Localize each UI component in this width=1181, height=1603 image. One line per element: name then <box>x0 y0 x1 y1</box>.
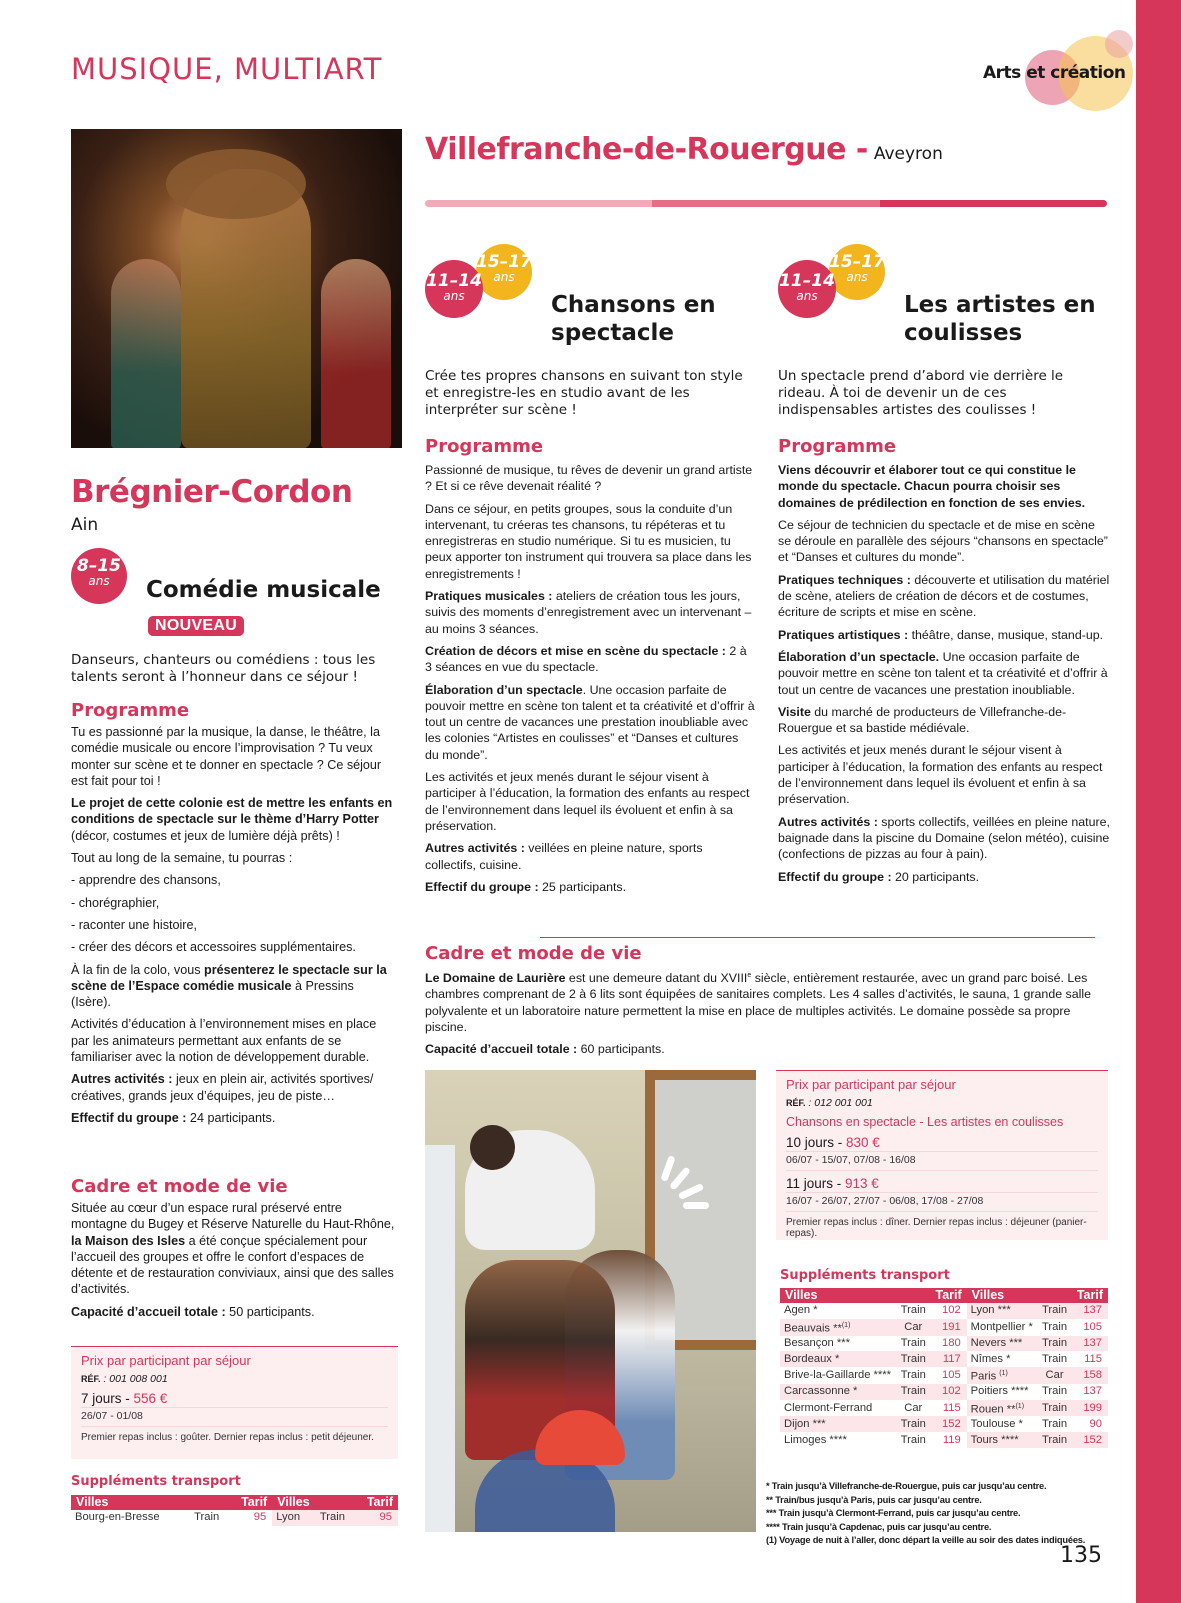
transport-tarif: 102 <box>930 1384 967 1400</box>
transport-table-bregnier: Villes Tarif Villes Tarif Bourg-en-Bresse Train 95 Lyon Train 95 <box>71 1495 398 1526</box>
age-badge-8-15: 8–15 ans <box>71 548 127 604</box>
transport-tarif: 90 <box>1089 1417 1102 1430</box>
category-badge <box>960 30 1136 120</box>
programme-text-chansons: Passionné de musique, tu rêves de devenir un grand artiste ? Et si ce rêve devenait réalité ? Dans ce séjour, en petits groupes, sous la conduite d’un intervenant, tu créeras tes chansons, tu répéteras et tu enregistreras en studio numérique. Si tu es musicien, tu peux apporter ton instrument qui trouvera sa place dans les enregistrements ! Pratiques musicales : ateliers de création tous les jours, suivis des moments d’enregistrement avec un intervenant – au moins 3 séances. Création de décors et mise en scène du spectacle : 2 à 3 séances en vue du spectacle. Élaboration d’un spectacle. Une occasion parfaite de pouvoir mettre en scène ton talent et ta créativité et d’offrir à tout un centre de vacances une prestation inoubliable avec les colonies “Artistes en coulisses” et “Danses et cultures du monde”. Les activités et jeux menés durant le séjour visent à participer à l’éducation, la formation des enfants au respect de l’environnement dans lequel ils évoluent et enfin à sa préservation. Autres activités : veillées en pleine nature, sports collectifs, cuisine. Effectif du groupe : 25 participants. <box>425 463 755 894</box>
transport-mode: Train <box>1038 1400 1072 1417</box>
table-row <box>780 1303 1108 1319</box>
transport-tarif: 115 <box>942 1401 961 1414</box>
side-color-bar <box>1136 0 1181 1603</box>
table-row <box>780 1351 1108 1367</box>
transport-mode: Car <box>904 1401 923 1414</box>
transport-city: Agen * <box>784 1304 818 1317</box>
transport-city: Besançon *** <box>784 1336 850 1349</box>
table-row <box>780 1336 1108 1352</box>
transport-tarif: 137 <box>1083 1385 1102 1398</box>
cadre-divider <box>540 937 1095 938</box>
cadre-text-villefranche: Le Domaine de Laurière est une demeure datant du XVIIIe siècle, entièrement restaurée, avec un grand parc boisé. Les chambres comprenant de 2 à 6 lits sont équipées de sanitaires complets. Les 4 salles d’activités, le sauna, 1 grande salle polyvalente et un laboratoire nature permettent la mise en place de multiples activités. Le domaine possède sa propre piscine. Capacité d’accueil totale : 60 participants. <box>425 971 1092 1057</box>
age-badge-15-17: 15–17 ans <box>476 244 532 300</box>
transport-mode: Train <box>897 1384 931 1400</box>
table-row: Bourg-en-Bresse Train 95 Lyon Train 95 <box>71 1510 398 1526</box>
transport-mode: Train <box>897 1351 931 1367</box>
transport-city: Nevers *** <box>967 1336 1038 1352</box>
lead-comedie: Danseurs, chanteurs ou comédiens : tous les talents seront à l’honneur dans ce séjour ! <box>71 652 376 685</box>
age-badge-11-14: 11–14 ans <box>425 260 483 318</box>
age-badge-15-17: 15–17 ans <box>829 244 885 300</box>
price-box-villefranche: Prix par participant par séjour RÉF. : 012 001 001 Chansons en spectacle - Les artistes en coulisses 10 jours - 830 € 06/07 - 15/07, 07/08 - 16/08 11 jours - 913 € 16/07 - 26/07, 27/07 - 06/08, 17/08 - 27/08 Premier repas inclus : dîner. Dernier repas inclus : déjeuner (panier-repas). <box>776 1070 1108 1240</box>
price-box-bregnier: Prix par participant par séjour RÉF. : 001 008 001 7 jours - 556 € 26/07 - 01/08 Premier repas inclus : goûter. Dernier repas inclus : petit déjeuner. <box>71 1346 398 1459</box>
programme-heading-chansons: Programme <box>425 436 544 457</box>
table-row <box>780 1384 1108 1400</box>
programme-text-coulisses: Viens découvrir et élaborer tout ce qui constitue le monde du spectacle. Chacun pourra choisir ses domaines de prédilection en fonction de ses envies. Ce séjour de technicien du spectacle et de mise en scène se déroule en parallèle des séjours “chansons en spectacle” et “Danses et cultures du monde”. Pratiques techniques : découverte et utilisation du matériel de scène, ateliers de création de décors et de costumes, écriture de scripts et mise en scène. Pratiques artistiques : théâtre, danse, musique, stand-up. Élaboration d’un spectacle. Une occasion parfaite de pouvoir mettre en scène ton talent et ta créativité et d’offrir à tout un centre de vacances une prestation inoubliable. Visite du marché de producteurs de Villefranche-de-Rouergue et sa bastide médiévale. Les activités et jeux menés durant le séjour visent à participer à l’éducation, la formation des enfants au respect de l’environnement dans lequel ils évoluent et enfin à sa préservation. Autres activités : sports collectifs, veillées en pleine nature, baignade dans la piscine du Domaine (selon météo), cuisine (confections de pizzas au four à pain). Effectif du groupe : 20 participants. <box>778 463 1110 884</box>
transport-city: Poitiers **** <box>970 1385 1029 1398</box>
transport-mode: Train <box>900 1433 926 1446</box>
stay-title-comedie: Comédie musicale <box>146 577 381 603</box>
section-title: MUSIQUE, MULTIART <box>71 52 383 86</box>
programme-text-comedie: Tu es passionné par la musique, la danse, le théâtre, la comédie musicale ou encore l’improvisation ? Tu veux monter sur scène et te donner en spectacle ? Ce séjour est fait pour toi ! Le projet de cette colonie est de mettre les enfants en conditions de spectacle sur le thème d’Harry Potter (décor, costumes et jeux de lumière déjà prêts) ! Tout au long de la semaine, tu pourras : - apprendre des chansons, - chorégraphier, - raconter une histoire, - créer des décors et accessoires supplémentaires. À la fin de la colo, vous présenterez le spectacle sur la scène de l’Espace comédie musicale à Pressins (Isère). Activités d’éducation à l’environnement mises en place par les animateurs permettant aux enfants de se familiariser avec la notion de développement durable. Autres activités : jeux en plein air, activités sportives/ créatives, grands jeux d’équipes, jeu de piste… Effectif du groupe : 24 participants. <box>71 725 393 1125</box>
transport-footnotes <box>766 1480 1085 1548</box>
price-value: 913 € <box>845 1176 879 1191</box>
transport-mode: Train <box>1042 1320 1068 1333</box>
transport-city: Beauvais **$^{(1)}$ <box>780 1319 897 1336</box>
transport-city: Paris $^{(1)}$ <box>967 1367 1038 1384</box>
transport-city: Carcassonne * <box>780 1384 897 1400</box>
category-label: Arts et création <box>983 63 1126 83</box>
lead-chansons: Crée tes propres chansons en suivant ton style et enregistre-les en studio avant de les interpréter sur scène ! <box>425 368 743 418</box>
programme-heading-coulisses: Programme <box>778 436 897 457</box>
transport-city: Toulouse * <box>970 1417 1023 1430</box>
transport-mode: Train <box>1042 1352 1068 1365</box>
transport-tarif: 158 <box>1071 1367 1108 1384</box>
transport-table-villefranche: Villes Tarif Villes Tarif Agen * Train 102 Lyon *** Train 137 Beauvais **$^{(1)}$ Car 191 Montpellier * Train 105 Besançon *** Train 180 Nevers *** Train 137 Bordeaux * Train 117 Nîmes * Train 115 Brive-la-Gaillarde **** Train 105 Paris $^{(1)}$ Car 158 Carcassonne * Train 102 Poitiers **** Train 137 Clermont-Ferrand Car 115 Rouen **$^{(1)}$ Train 199 Dijon *** Train 152 Toulouse * Train 90 Limoges **** Train 119 Tours **** Train 152 <box>780 1288 1108 1448</box>
age-badge-11-14: 11–14 ans <box>778 260 836 318</box>
transport-city: Brive-la-Gaillarde **** <box>784 1368 891 1381</box>
footnote: ** Train/bus jusqu’à Paris, puis car jusqu’au centre. <box>766 1494 982 1505</box>
transport-city: Dijon *** <box>780 1416 897 1432</box>
transport-mode: Car <box>897 1319 931 1336</box>
department-ain: Ain <box>71 515 99 535</box>
transport-tarif: 117 <box>930 1351 967 1367</box>
transport-tarif: 115 <box>1084 1352 1102 1365</box>
transport-city: Bordeaux * <box>780 1351 897 1367</box>
cadre-heading-villefranche: Cadre et mode de vie <box>425 943 642 964</box>
transport-city: Limoges **** <box>784 1433 847 1446</box>
transport-tarif: 199 <box>1071 1400 1108 1417</box>
transport-tarif: 105 <box>942 1368 961 1381</box>
transport-tarif: 105 <box>1083 1320 1102 1333</box>
table-row <box>780 1432 1108 1448</box>
new-badge: NOUVEAU <box>148 616 244 636</box>
transport-mode: Train <box>900 1368 926 1381</box>
table-row <box>780 1319 1108 1336</box>
transport-mode: Train <box>1042 1385 1068 1398</box>
transport-tarif: 137 <box>1071 1303 1108 1319</box>
transport-tarif: 137 <box>1071 1336 1108 1352</box>
cadre-text-bregnier: Située au cœur d’un espace rural préservé entre montagne du Bugey et Réserve Naturelle du Haut-Rhône, la Maison des Isles a été conçue spécialement pour l’accueil des groupes et offre le confort d’espaces de détente et de restauration conviviaux, ainsi que des salles d’activités. Capacité d’accueil totale : 50 participants. <box>71 1201 395 1319</box>
transport-city: Clermont-Ferrand <box>784 1401 873 1414</box>
price-value: 830 € <box>846 1135 880 1150</box>
transport-city: Montpellier * <box>970 1320 1033 1333</box>
transport-city: Rouen **$^{(1)}$ <box>967 1400 1038 1417</box>
tri-color-divider <box>425 200 1107 207</box>
transport-mode: Car <box>1038 1367 1072 1384</box>
page-number: 135 <box>1060 1543 1102 1568</box>
location-title-villefranche: Villefranche-de-Rouergue - Aveyron <box>425 132 943 167</box>
footnote: *** Train jusqu’à Clermont-Ferrand, puis car jusqu’au centre. <box>766 1508 1021 1519</box>
transport-mode: Train <box>1042 1417 1068 1430</box>
teens-photo <box>425 1070 756 1532</box>
transport-tarif: 152 <box>1071 1432 1108 1448</box>
table-row <box>780 1416 1108 1432</box>
decor-circle-small <box>1105 30 1133 58</box>
location-title-bregnier: Brégnier-Cordon <box>71 474 353 510</box>
transport-tarif: 180 <box>942 1336 961 1349</box>
transport-city: Nîmes * <box>970 1352 1011 1365</box>
transport-heading-villefranche: Suppléments transport <box>780 1268 950 1283</box>
transport-mode: Train <box>900 1336 926 1349</box>
stay-title-coulisses: Les artistes en coulisses <box>904 292 1096 346</box>
table-row <box>780 1367 1108 1384</box>
transport-city: Tours **** <box>967 1432 1038 1448</box>
footnote: * Train jusqu’à Villefranche-de-Rouergue, puis car jusqu’au centre. <box>766 1481 1047 1491</box>
transport-mode: Train <box>1038 1336 1072 1352</box>
price-value: 556 € <box>133 1391 168 1406</box>
programme-heading-comedie: Programme <box>71 700 190 721</box>
theatre-photo <box>71 129 402 448</box>
transport-city: Lyon *** <box>967 1303 1038 1319</box>
lead-coulisses: Un spectacle prend d’abord vie derrière le rideau. À toi de devenir un de ces indispensables artistes des coulisses ! <box>778 368 1064 418</box>
footnote: **** Train jusqu’à Capdenac, puis car jusqu’au centre. <box>766 1521 992 1532</box>
transport-tarif: 191 <box>930 1319 967 1336</box>
transport-heading-bregnier: Suppléments transport <box>71 1474 241 1489</box>
cadre-heading-bregnier: Cadre et mode de vie <box>71 1176 288 1197</box>
transport-mode: Train <box>897 1416 931 1432</box>
transport-mode: Train <box>1038 1432 1072 1448</box>
transport-tarif: 152 <box>930 1416 967 1432</box>
transport-tarif: 102 <box>942 1304 961 1317</box>
transport-tarif: 119 <box>942 1433 961 1446</box>
transport-mode: Train <box>1038 1303 1072 1319</box>
footnote: (1) Voyage de nuit à l’aller, donc départ la veille au soir des dates indiquées. <box>766 1535 1086 1546</box>
stay-title-chansons: Chansons en spectacle <box>551 292 716 346</box>
transport-mode: Train <box>900 1304 926 1317</box>
table-row <box>780 1400 1108 1417</box>
